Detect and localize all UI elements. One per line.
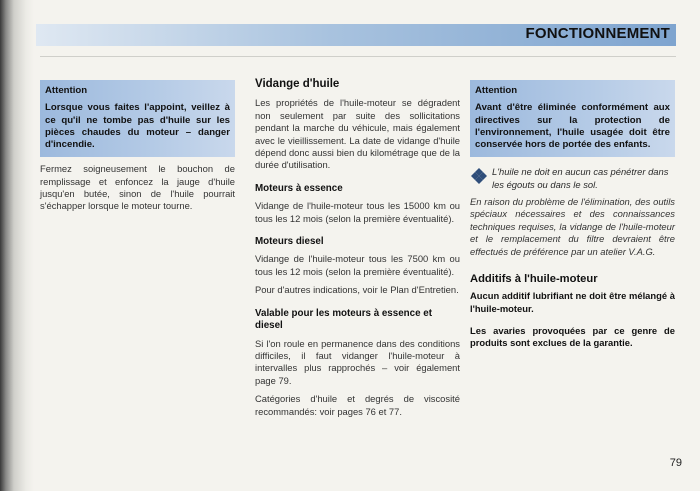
subtitle-petrol: Moteurs à essence <box>255 182 343 194</box>
attention-title: Attention <box>45 85 88 96</box>
viscosity-note: Catégories d'huile et degrés de viscosité recommandés: voir pages 76 et 77. <box>255 393 460 417</box>
environment-diamond-icon <box>470 167 488 185</box>
header-rule <box>40 56 676 57</box>
subtitle-diesel: Moteurs diesel <box>255 236 324 248</box>
petrol-interval-text: Vidange de l'huile-moteur tous les 15000 km ou tous les 12 mois (selon la première éventualité). <box>255 200 460 224</box>
column-left <box>40 80 235 213</box>
subtitle-both-engines: Valable pour les moteurs à essence et diesel <box>255 307 432 332</box>
diesel-interval-text: Vidange de l'huile-moteur tous les 7500 km ou tous les 12 mois (selon la première éventualité). <box>255 253 460 277</box>
attention-box-fire <box>40 80 235 157</box>
attention-title: Attention <box>475 85 518 96</box>
section-title-oil-change: Vidange d'huile <box>255 78 340 90</box>
additives-text-2: Les avaries provoquées par ce genre de produits sont exclues de la garantie. <box>470 324 675 349</box>
binding-shadow <box>0 0 34 491</box>
attention-text: Lorsque vous faites l'appoint, veillez à ce qu'il ne tombe pas d'huile sur les pièces chaudes du moteur – danger d'incendie. <box>45 102 230 151</box>
attention-box-disposal <box>470 80 675 157</box>
section-title-additives: Additifs à l'huile-moteur <box>470 273 598 286</box>
environment-note-text: L'huile ne doit en aucun cas pénétrer dans les égouts ou dans le sol. <box>492 166 669 190</box>
severe-conditions-text: Si l'on roule en permanence dans des conditions difficiles, il faut vidanger l'huile-moteur à intervalles plus rapprochés – voir également page 79. <box>255 337 460 386</box>
page-number: 79 <box>669 457 682 469</box>
additives-text-1: Aucun additif lubrifiant ne doit être mélangé à l'huile-moteur. <box>470 290 675 314</box>
filler-cap-text: Fermez soigneusement le bouchon de remplissage et enfoncez la jauge d'huile jusqu'en butée, sinon de l'huile pourrait s'échapper lorsque le moteur tourne. <box>40 163 235 212</box>
environment-note <box>470 166 675 191</box>
attention-text: Avant d'être éliminée conformément aux directives sur la protection de l'environnement, l'huile usagée doit être conservée hors de portée des enfants. <box>475 102 670 151</box>
column-middle <box>255 78 460 418</box>
header-band <box>36 24 676 46</box>
disposal-text: En raison du problème de l'élimination, des outils spéciaux nécessaires et des connaissances techniques requises, la vidange de l'huile-moteur et le remplacement du filtre devraient être effectués de préférence par un atelier V.A.G. <box>470 196 675 257</box>
chapter-title: FONCTIONNEMENT <box>525 25 670 42</box>
column-right <box>470 80 675 359</box>
maintenance-plan-note: Pour d'autres indications, voir le Plan d'Entretien. <box>255 284 459 296</box>
oil-change-intro: Les propriétés de l'huile-moteur se dégradent non seulement par suite des sollicitations pendant la marche du véhicule, mais également avec le vieillissement. La date de vidange d'huile dépend donc aussi bien du kilométrage que de la durée d'utilisation. <box>255 97 460 171</box>
